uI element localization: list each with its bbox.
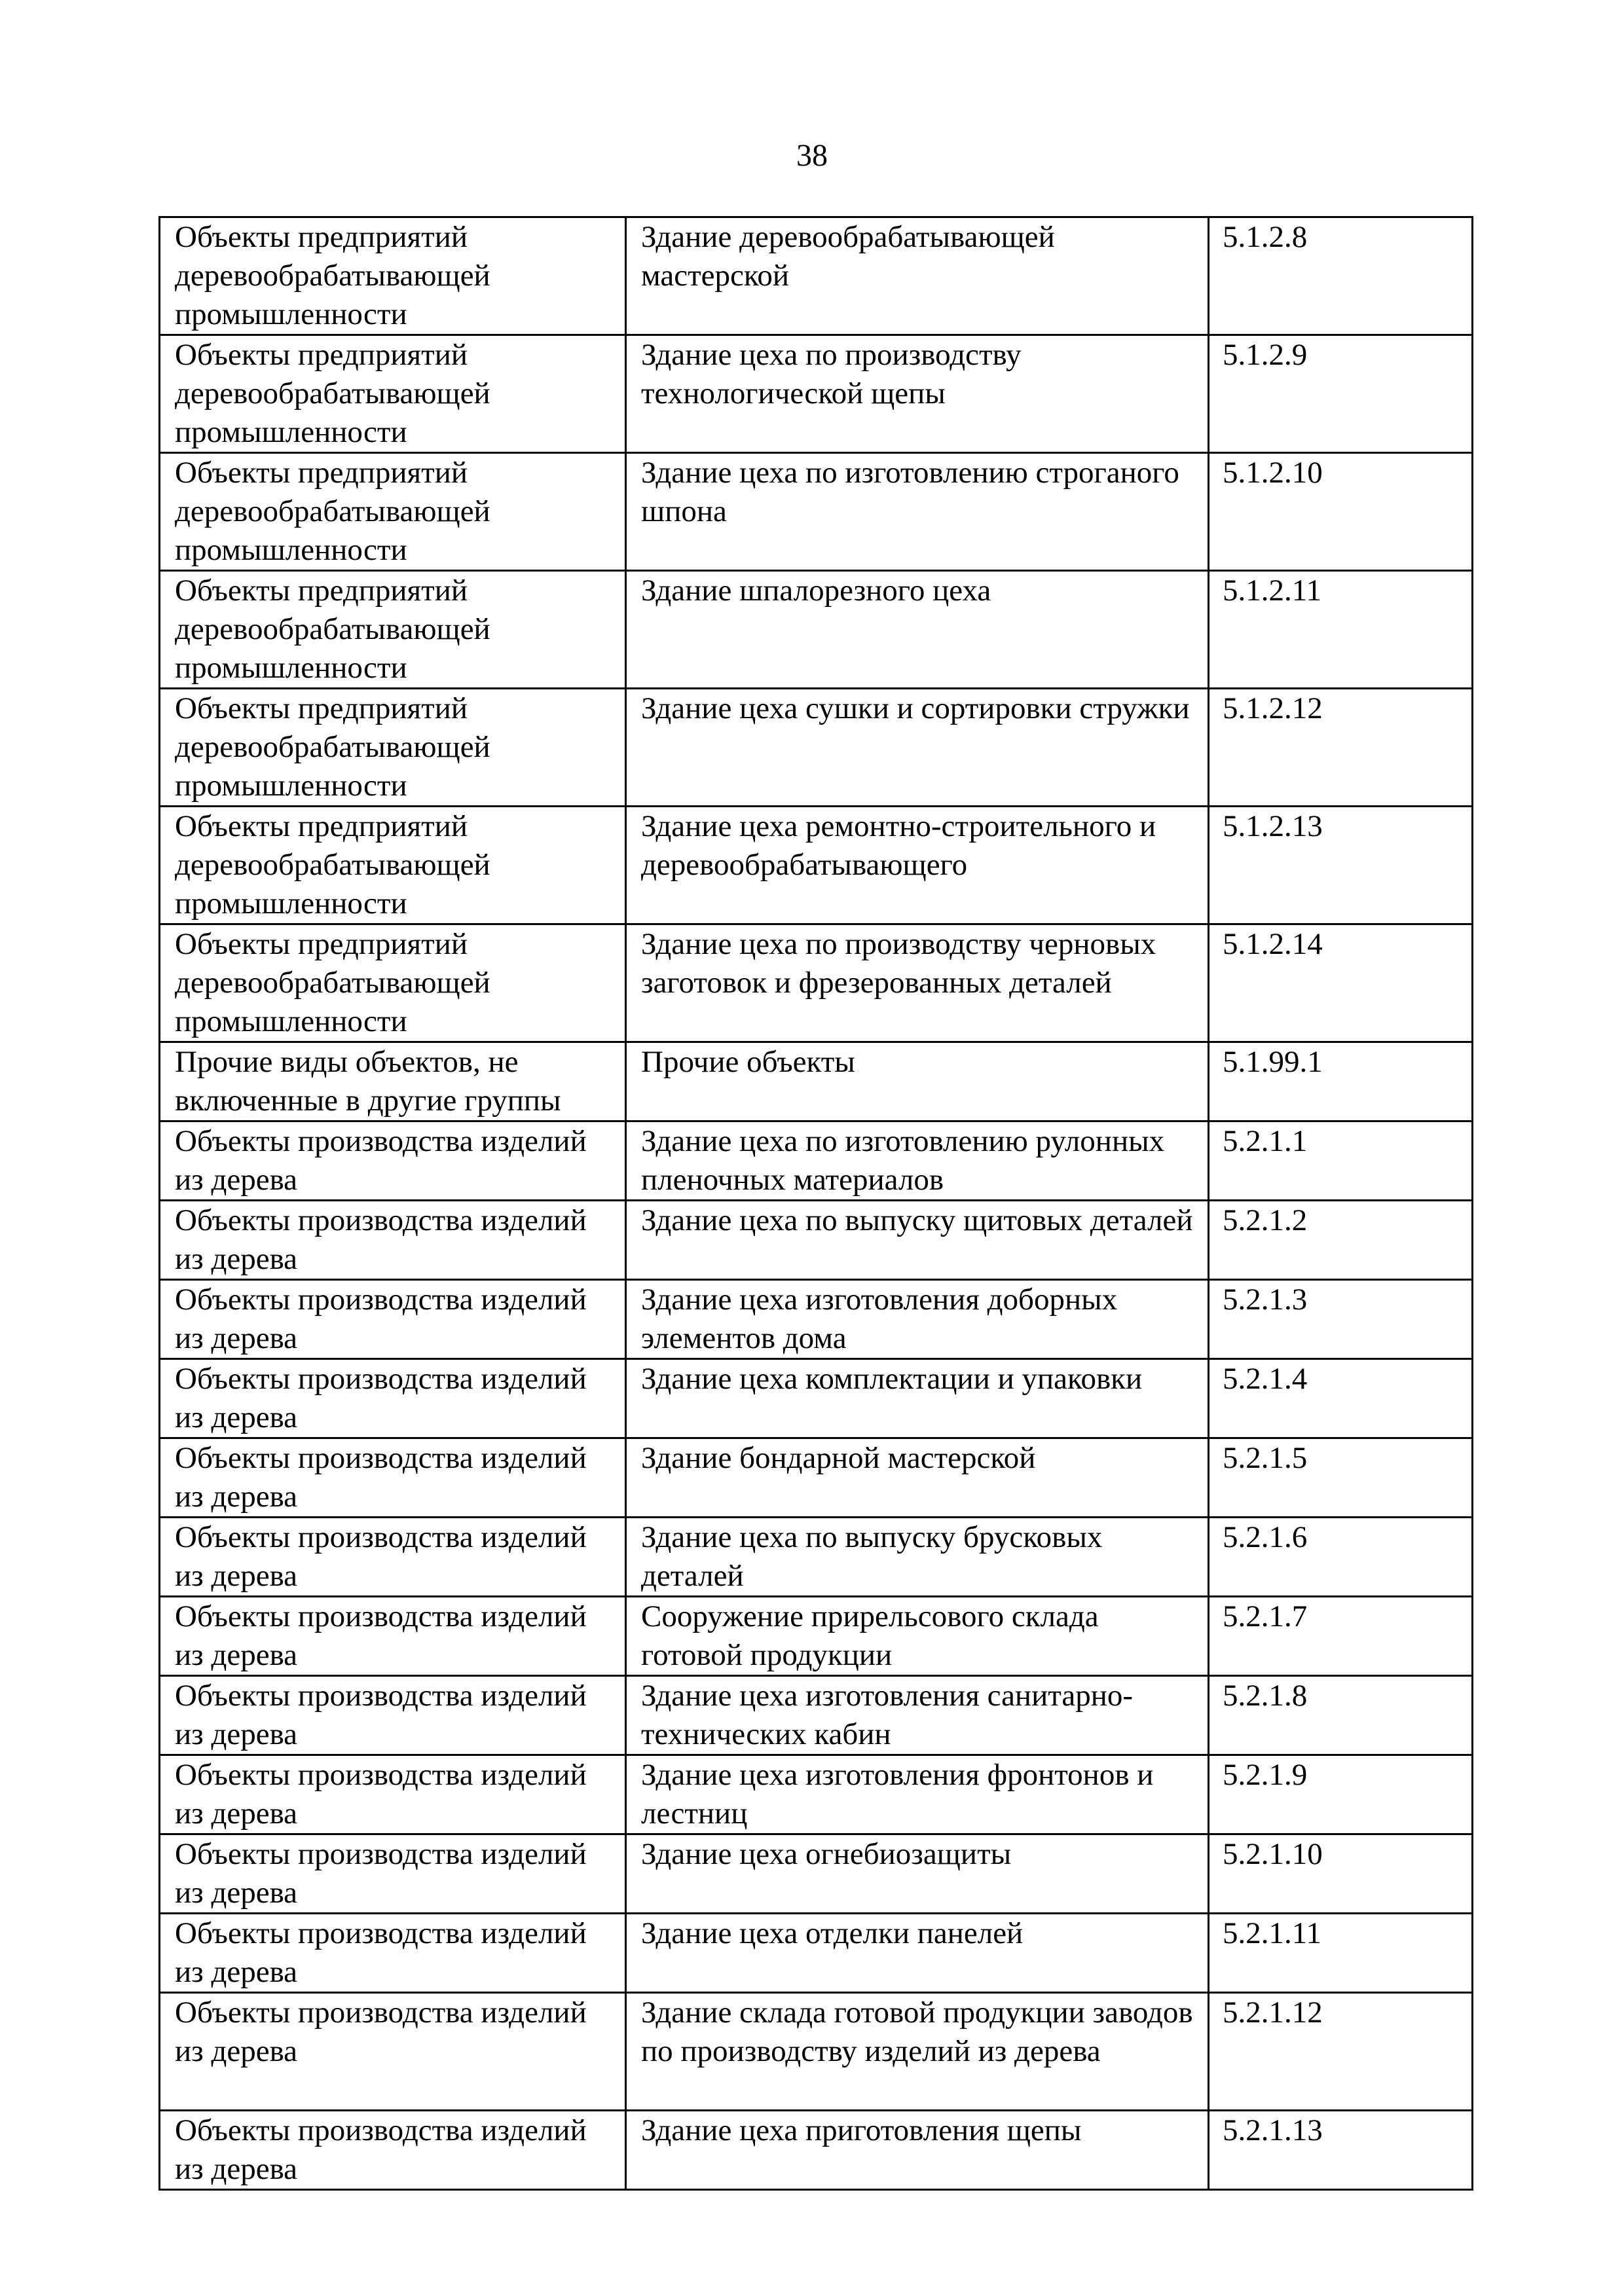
object-name-cell: Здание цеха сушки и сортировки стружки xyxy=(626,689,1209,807)
object-code-cell: 5.1.2.10 xyxy=(1209,453,1473,571)
object-code-cell: 5.2.1.1 xyxy=(1209,1121,1473,1201)
object-code-cell: 5.2.1.12 xyxy=(1209,1993,1473,2111)
object-code-cell: 5.2.1.9 xyxy=(1209,1755,1473,1834)
object-code-cell: 5.1.99.1 xyxy=(1209,1042,1473,1121)
table-row xyxy=(160,1834,1473,1914)
table-row xyxy=(160,1359,1473,1438)
object-code-cell: 5.2.1.2 xyxy=(1209,1201,1473,1280)
table-row xyxy=(160,335,1473,453)
object-group-cell: Прочие виды объектов, не включенные в другие группы xyxy=(160,1042,626,1121)
object-code-cell: 5.2.1.6 xyxy=(1209,1518,1473,1597)
table-row xyxy=(160,1676,1473,1755)
object-group-cell: Объекты производства изделий из дерева xyxy=(160,1993,626,2111)
table-row xyxy=(160,807,1473,924)
objects-table xyxy=(158,216,1473,2191)
object-group-cell: Объекты производства изделий из дерева xyxy=(160,1834,626,1914)
object-code-cell: 5.2.1.7 xyxy=(1209,1597,1473,1676)
table-row xyxy=(160,1121,1473,1201)
object-name-cell: Здание цеха изготовления фронтонов и лестниц xyxy=(626,1755,1209,1834)
table-row xyxy=(160,1280,1473,1359)
object-name-cell: Здание деревообрабатывающей мастерской xyxy=(626,217,1209,335)
object-code-cell: 5.2.1.3 xyxy=(1209,1280,1473,1359)
object-code-cell: 5.1.2.14 xyxy=(1209,924,1473,1042)
object-group-cell: Объекты предприятий деревообрабатывающей промышленности xyxy=(160,924,626,1042)
object-group-cell: Объекты производства изделий из дерева xyxy=(160,1438,626,1518)
object-code-cell: 5.2.1.8 xyxy=(1209,1676,1473,1755)
object-code-cell: 5.1.2.9 xyxy=(1209,335,1473,453)
object-name-cell: Здание шпалорезного цеха xyxy=(626,571,1209,689)
table-row xyxy=(160,1438,1473,1518)
object-name-cell: Здание цеха отделки панелей xyxy=(626,1914,1209,1993)
object-name-cell: Здание цеха приготовления щепы xyxy=(626,2111,1209,2190)
table-row xyxy=(160,217,1473,335)
object-name-cell: Здание цеха изготовления санитарно-технических кабин xyxy=(626,1676,1209,1755)
object-name-cell: Здание цеха комплектации и упаковки xyxy=(626,1359,1209,1438)
object-group-cell: Объекты предприятий деревообрабатывающей промышленности xyxy=(160,689,626,807)
object-name-cell: Здание цеха огнебиозащиты xyxy=(626,1834,1209,1914)
object-code-cell: 5.2.1.4 xyxy=(1209,1359,1473,1438)
object-name-cell: Здание бондарной мастерской xyxy=(626,1438,1209,1518)
object-name-cell: Здание цеха по выпуску щитовых деталей xyxy=(626,1201,1209,1280)
object-name-cell: Здание цеха ремонтно-строительного и деревообрабатывающего xyxy=(626,807,1209,924)
table-row xyxy=(160,689,1473,807)
object-name-cell: Прочие объекты xyxy=(626,1042,1209,1121)
object-group-cell: Объекты производства изделий из дерева xyxy=(160,1201,626,1280)
object-name-cell: Здание цеха по выпуску брусковых деталей xyxy=(626,1518,1209,1597)
table-row xyxy=(160,1518,1473,1597)
object-name-cell: Здание склада готовой продукции заводов по производству изделий из дерева xyxy=(626,1993,1209,2111)
object-code-cell: 5.1.2.8 xyxy=(1209,217,1473,335)
object-group-cell: Объекты производства изделий из дерева xyxy=(160,1280,626,1359)
object-group-cell: Объекты производства изделий из дерева xyxy=(160,1597,626,1676)
object-code-cell: 5.2.1.10 xyxy=(1209,1834,1473,1914)
object-group-cell: Объекты предприятий деревообрабатывающей промышленности xyxy=(160,217,626,335)
object-group-cell: Объекты предприятий деревообрабатывающей промышленности xyxy=(160,571,626,689)
object-group-cell: Объекты производства изделий из дерева xyxy=(160,1121,626,1201)
object-group-cell: Объекты производства изделий из дерева xyxy=(160,1676,626,1755)
table-row xyxy=(160,453,1473,571)
object-name-cell: Здание цеха по производству черновых заготовок и фрезерованных деталей xyxy=(626,924,1209,1042)
table-row xyxy=(160,571,1473,689)
object-group-cell: Объекты производства изделий из дерева xyxy=(160,2111,626,2190)
table-row xyxy=(160,2111,1473,2190)
object-code-cell: 5.1.2.11 xyxy=(1209,571,1473,689)
object-group-cell: Объекты производства изделий из дерева xyxy=(160,1518,626,1597)
object-code-cell: 5.2.1.11 xyxy=(1209,1914,1473,1993)
object-name-cell: Здание цеха по изготовлению строганого шпона xyxy=(626,453,1209,571)
object-name-cell: Здание цеха изготовления доборных элементов дома xyxy=(626,1280,1209,1359)
object-group-cell: Объекты предприятий деревообрабатывающей промышленности xyxy=(160,807,626,924)
object-code-cell: 5.1.2.13 xyxy=(1209,807,1473,924)
table-row xyxy=(160,1914,1473,1993)
object-group-cell: Объекты производства изделий из дерева xyxy=(160,1755,626,1834)
table-row xyxy=(160,924,1473,1042)
object-group-cell: Объекты предприятий деревообрабатывающей промышленности xyxy=(160,453,626,571)
object-name-cell: Сооружение прирельсового склада готовой продукции xyxy=(626,1597,1209,1676)
table-row xyxy=(160,1597,1473,1676)
object-code-cell: 5.2.1.5 xyxy=(1209,1438,1473,1518)
table-row xyxy=(160,1201,1473,1280)
object-code-cell: 5.2.1.13 xyxy=(1209,2111,1473,2190)
object-name-cell: Здание цеха по изготовлению рулонных пленочных материалов xyxy=(626,1121,1209,1201)
table-row xyxy=(160,1042,1473,1121)
object-group-cell: Объекты предприятий деревообрабатывающей промышленности xyxy=(160,335,626,453)
table-row xyxy=(160,1993,1473,2111)
page-number: 38 xyxy=(796,138,828,173)
table-row xyxy=(160,1755,1473,1834)
object-group-cell: Объекты производства изделий из дерева xyxy=(160,1359,626,1438)
object-code-cell: 5.1.2.12 xyxy=(1209,689,1473,807)
object-group-cell: Объекты производства изделий из дерева xyxy=(160,1914,626,1993)
object-name-cell: Здание цеха по производству технологической щепы xyxy=(626,335,1209,453)
